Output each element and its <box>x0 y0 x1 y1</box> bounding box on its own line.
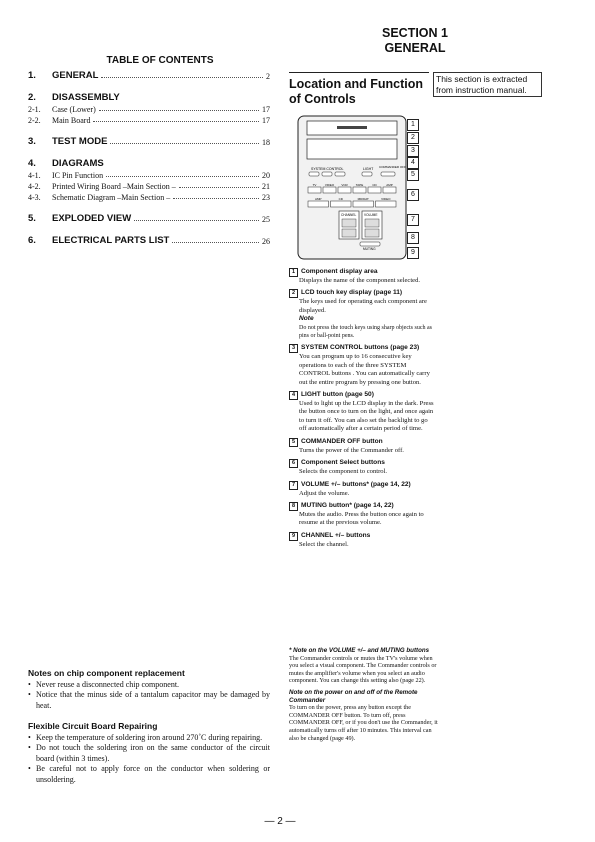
component-select-button <box>308 187 321 193</box>
system-control-label: SYSTEM CONTROL <box>311 167 344 171</box>
toc-entry-label: TEST MODE <box>52 136 108 147</box>
component-select-label: MD/DAT <box>357 196 369 201</box>
control-item-title <box>289 344 434 353</box>
footnote-title: * Note on the VOLUME +/– and MUTING buttons <box>289 647 430 654</box>
footnotes <box>289 647 439 746</box>
toc-subentry <box>28 193 270 202</box>
control-descriptions <box>289 268 434 553</box>
toc-entry-label: DIAGRAMS <box>52 158 104 169</box>
toc-subentry <box>28 105 270 114</box>
toc-subentry-page: 21 <box>262 182 270 191</box>
remote-illustration <box>297 115 407 260</box>
component-select-button <box>308 201 329 207</box>
toc-subentry-number: 4-2. <box>28 182 41 191</box>
control-item-number: 3 <box>289 344 298 353</box>
control-item <box>289 268 434 285</box>
toc-subentry <box>28 116 270 125</box>
section-heading <box>355 26 475 56</box>
toc-entry-page: 18 <box>262 138 270 147</box>
toc-entry-number: 5. <box>28 213 36 224</box>
control-item-description: Displays the name of the component selected. <box>299 277 421 284</box>
callout-marker: 3 <box>407 145 419 157</box>
page-number: — 2 — <box>264 816 296 827</box>
location-title-line1: Location and Function <box>289 77 424 91</box>
note-bullet <box>28 764 270 785</box>
notes-heading: Notes on chip component replacement <box>28 668 185 678</box>
toc-entry-number: 6. <box>28 235 36 246</box>
control-item-title <box>289 459 434 468</box>
location-title <box>289 77 429 107</box>
toc-leader <box>106 176 259 177</box>
control-item-number: 6 <box>289 459 298 468</box>
toc-entry-number: 4. <box>28 158 36 169</box>
toc-entry-label: ELECTRICAL PARTS LIST <box>52 235 170 246</box>
commander-off-label: COMMANDER OFF <box>379 165 406 169</box>
callout-marker: 2 <box>407 132 419 144</box>
footnote-text: To turn on the power, press any button except the COMMANDER OFF button. To turn off, press COMMANDER OFF, or if you don't use the Commander, it automatically turns off after 10 minutes. This interval can also be changed (page 49). <box>289 704 438 742</box>
control-item-number: 7 <box>289 481 298 490</box>
component-select-button <box>331 201 352 207</box>
component-select-label: TAPE <box>355 182 364 187</box>
toc-leader <box>173 198 259 199</box>
note-bullet <box>28 680 270 691</box>
note-bullet <box>28 743 270 764</box>
component-select-button <box>338 187 351 193</box>
section-number: SECTION 1 <box>382 26 448 40</box>
component-select-button <box>353 201 374 207</box>
control-item-description: Used to light up the LCD display in the dark. Press the button once to turn on the light, and once again to turn it off. You can also set the backlight to go off automatically after a certain period of time. <box>299 400 434 433</box>
toc-leader <box>172 242 259 243</box>
toc-entry-number: 2. <box>28 92 36 103</box>
toc-entry-number: 1. <box>28 70 36 81</box>
bullet-mark: • <box>28 743 31 752</box>
control-item-title-text: Component Select buttons <box>301 459 385 467</box>
control-item-title-text: COMMANDER OFF button <box>301 437 383 445</box>
toc-title: TABLE OF CONTENTS <box>106 55 214 66</box>
notes-heading: Flexible Circuit Board Repairing <box>28 721 158 731</box>
toc-entry <box>28 158 270 169</box>
muting-button <box>360 242 380 246</box>
control-item-title <box>289 391 434 400</box>
note-bullet <box>28 690 270 711</box>
component-select-label: TV <box>312 182 317 187</box>
component-select-button <box>353 187 366 193</box>
service-notes <box>28 668 270 785</box>
toc-leader <box>110 143 259 144</box>
control-item-number: 1 <box>289 268 298 277</box>
bullet-mark: • <box>28 764 31 773</box>
control-item <box>289 502 434 528</box>
bullet-mark: • <box>28 732 31 742</box>
note-bullet <box>28 733 270 744</box>
control-item-number: 2 <box>289 289 298 298</box>
note-bullet-text: Notice that the minus side of a tantalum capacitor may be damaged by heat. <box>36 690 270 710</box>
toc-subentry-label: IC Pin Function <box>52 171 104 180</box>
system-control-button-3 <box>335 172 345 176</box>
control-item-description: Select the channel. <box>299 540 349 548</box>
toc-entry-page: 2 <box>266 72 270 81</box>
footnote-title: Note on the power on and off of the Remote Commander <box>289 688 418 704</box>
volume-plus-button <box>365 219 379 227</box>
toc-subentry-number: 4-1. <box>28 171 41 180</box>
toc-subentry <box>28 171 270 180</box>
callout-marker: 8 <box>407 232 419 244</box>
control-item-number: 5 <box>289 438 298 447</box>
control-item <box>289 438 434 455</box>
control-item-number: 4 <box>289 391 298 400</box>
component-select-label: VCR <box>341 182 348 187</box>
toc-entry <box>28 92 270 103</box>
toc-leader <box>179 187 259 188</box>
control-item-title-text: LCD touch key display (page 11) <box>301 289 403 297</box>
table-of-contents <box>28 70 270 246</box>
toc-subentry-label: Main Board <box>52 116 91 125</box>
channel-plus-button <box>342 219 356 227</box>
toc-entry-page: 26 <box>262 237 270 246</box>
toc-entry <box>28 70 270 81</box>
volume-label: VOLUME <box>364 213 378 217</box>
component-select-label: AMP <box>386 182 393 187</box>
control-item-number: 8 <box>289 502 298 511</box>
control-item-title <box>289 438 434 447</box>
channel-label: CHANNEL <box>341 213 357 217</box>
toc-entry-label: DISASSEMBLY <box>52 92 120 103</box>
note-bullet-text: Keep the temperature of soldering iron around 270˚C during repairing. <box>36 732 263 742</box>
toc-subentry-page: 23 <box>262 193 270 202</box>
light-label: LIGHT <box>363 167 374 171</box>
callout-marker: 6 <box>407 189 419 201</box>
toc-entry-label: GENERAL <box>52 70 99 81</box>
control-item-description: Selects the component to control. <box>299 468 388 476</box>
toc-entry <box>28 235 270 246</box>
toc-entry-label: EXPLODED VIEW <box>52 213 132 224</box>
bullet-mark: • <box>28 679 31 689</box>
commander-off-button <box>381 172 395 176</box>
control-item-title-text: Component display area <box>301 268 378 275</box>
toc-subentry <box>28 182 270 191</box>
light-button <box>362 172 372 176</box>
component-select-button <box>383 187 396 193</box>
toc-entry <box>28 213 270 224</box>
muting-label: MUTING <box>363 247 376 251</box>
toc-subentry-page: 20 <box>262 171 270 180</box>
component-select-label: CD <box>338 196 343 201</box>
note-bullet-text: Never reuse a disconnected chip component. <box>36 679 180 689</box>
component-select-label: VIDEO <box>381 196 391 201</box>
callout-marker: 4 <box>407 157 419 169</box>
note-bullet-text: Be careful not to apply force on the conductor when soldering or unsoldering. <box>36 764 270 784</box>
section-title: GENERAL <box>384 41 446 55</box>
toc-entry-number: 3. <box>28 136 36 147</box>
component-select-button <box>376 201 397 207</box>
control-item-title-text: CHANNEL +/– buttons <box>301 531 371 539</box>
control-item <box>289 459 434 476</box>
channel-minus-button <box>342 229 356 237</box>
control-item-number: 9 <box>289 532 298 541</box>
system-control-button-1 <box>309 172 319 176</box>
control-item <box>289 344 434 387</box>
component-select-button <box>368 187 381 193</box>
toc-subentry-label: Case (Lower) <box>52 105 96 114</box>
extract-note: This section is extracted from instruction manual. <box>433 72 542 97</box>
control-item <box>289 481 434 498</box>
control-item <box>289 289 434 340</box>
control-item-title <box>289 268 434 277</box>
display-text-bar <box>337 126 367 129</box>
control-item-title-text: VOLUME +/– buttons* (page 14, 22) <box>301 480 411 488</box>
toc-entry-page: 25 <box>262 215 270 224</box>
control-item-title <box>289 289 434 298</box>
control-item <box>289 532 434 549</box>
location-title-line2: of Controls <box>289 92 356 106</box>
toc-subentry-number: 4-3. <box>28 193 41 202</box>
toc-subentry-number: 2-1. <box>28 105 41 114</box>
toc-leader <box>99 110 259 111</box>
control-item-title-text: LIGHT button (page 50) <box>301 391 374 399</box>
control-item-title <box>289 481 434 490</box>
toc-leader <box>134 220 259 221</box>
control-item-description: Mutes the audio. Press the button once again to resume at the previous volume. <box>299 510 424 527</box>
control-item-title-text: SYSTEM CONTROL buttons (page 23) <box>301 344 420 352</box>
control-item-description: Turns the power of the Commander off. <box>299 446 404 454</box>
control-item-description: The keys used for operating each component are displayed. <box>299 298 427 314</box>
control-item-description: You can program up to 16 consecutive key operations to each of the three SYSTEM CONTROL buttons . You can automatically carry out the entire program by pressing one button. <box>299 353 430 386</box>
control-item-title <box>289 502 434 511</box>
toc-subentry-label: Schematic Diagram –Main Section – <box>52 193 171 202</box>
note-bullet-text: Do not touch the soldering iron on the same conductor of the circuit board (within 3 times). <box>36 743 270 763</box>
toc-subentry-page: 17 <box>262 116 270 125</box>
callout-marker: 1 <box>407 119 419 131</box>
toc-leader <box>93 121 259 122</box>
bullet-mark: • <box>28 690 31 699</box>
toc-leader <box>101 77 263 78</box>
callout-marker: 5 <box>407 169 419 181</box>
toc-entry <box>28 136 270 147</box>
toc-subentry-label: Printed Wiring Board –Main Section – <box>52 182 176 191</box>
control-item-note-title: Note <box>299 315 314 323</box>
control-item-description: Adjust the volume. <box>299 489 350 497</box>
component-select-label: CD <box>372 182 377 187</box>
control-item-title-text: MUTING button* (page 14, 22) <box>301 501 394 509</box>
system-control-button-2 <box>322 172 332 176</box>
control-item-title <box>289 532 434 541</box>
toc-subentry-number: 2-2. <box>28 116 41 125</box>
toc-subentry-page: 17 <box>262 105 270 114</box>
title-rule <box>289 72 429 73</box>
volume-minus-button <box>365 229 379 237</box>
component-select-label: AMP <box>314 196 322 201</box>
lcd-touch-key-display <box>307 139 397 159</box>
callout-marker: 9 <box>407 247 419 259</box>
footnote-text: The Commander controls or mutes the TV's volume when you select a visual component. The Commander controls or mutes the amplifier's volume when you select an audio component. You can change this setting also (page 22). <box>289 654 437 685</box>
component-select-button <box>323 187 336 193</box>
component-select-label: VIDEO <box>324 182 335 187</box>
callout-marker: 7 <box>407 214 419 226</box>
control-item-note: Do not press the touch keys using sharp objects such as pins or ball-point pens. <box>299 324 432 340</box>
control-item <box>289 391 434 434</box>
